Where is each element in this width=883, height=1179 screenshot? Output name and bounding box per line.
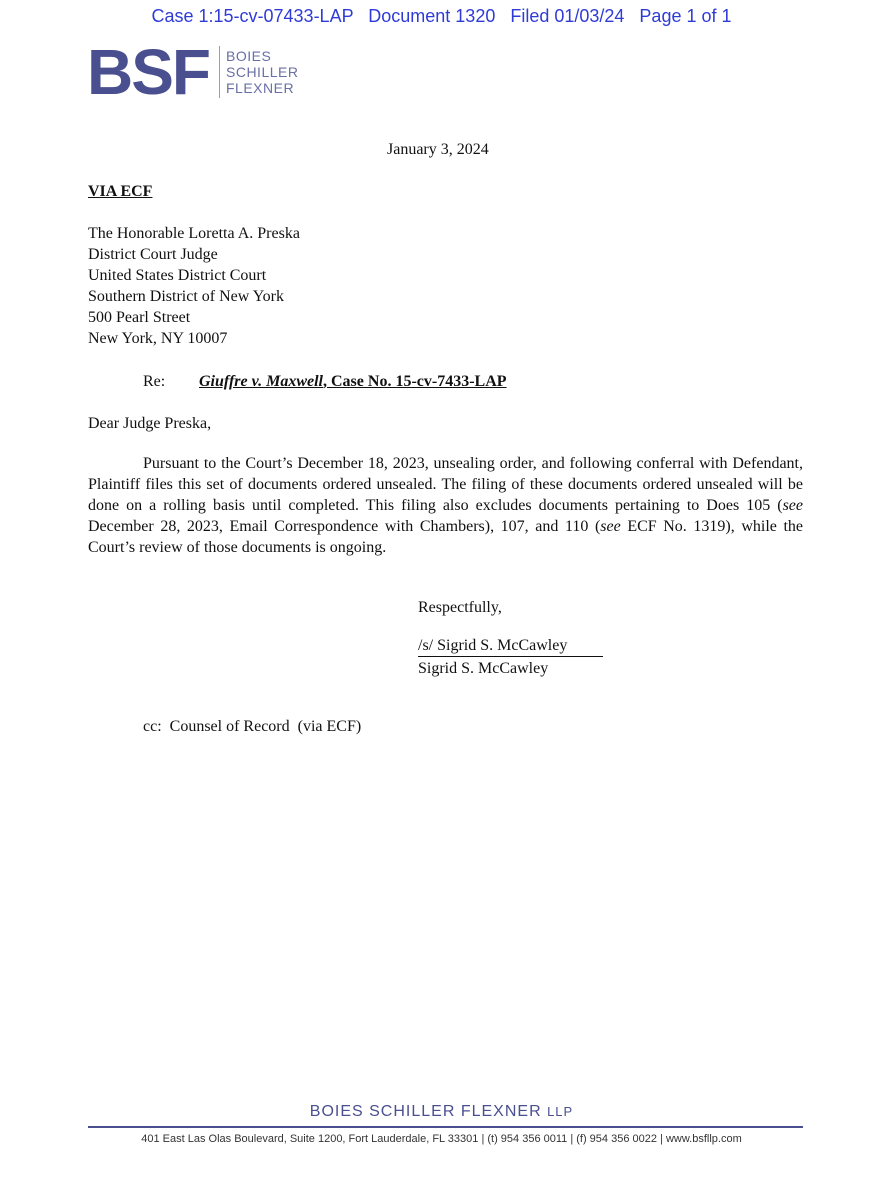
logo-word-3: FLEXNER (226, 80, 295, 96)
logo-wordmark (226, 48, 298, 96)
address-line: New York, NY 10007 (88, 330, 228, 347)
cc-line: cc: Counsel of Record (via ECF) (143, 718, 362, 735)
body-text-2: December 28, 2023, Email Correspondence with Chambers), 107, and 110 ( (88, 518, 601, 535)
logo-word-2: SCHILLER (226, 64, 299, 80)
delivery-method: VIA ECF (88, 183, 153, 200)
re-subject (199, 371, 507, 392)
footer-firm: BOIES SCHILLER FLEXNER (309, 1103, 542, 1120)
case-number: , Case No. 15-cv-7433-LAP (323, 373, 507, 390)
address-line: The Honorable Loretta A. Preska (88, 225, 300, 242)
footer-firm-name (0, 1103, 883, 1121)
footer-address: 401 East Las Olas Boulevard, Suite 1200, Fort Lauderdale, FL 33301 | (t) 954 356 0011 | (f) 954 356 0022 | www.bsfllp.com (141, 1133, 742, 1145)
letter-body (88, 453, 803, 558)
recipient-address (88, 223, 300, 349)
case-name: Giuffre v. Maxwell (199, 373, 323, 390)
firm-logo (87, 44, 298, 100)
body-see-1: see (782, 497, 803, 514)
logo-mark: BSF (87, 44, 209, 100)
signer-name: Sigrid S. McCawley (418, 660, 549, 677)
logo-word-1: BOIES (226, 48, 272, 64)
letter-date: January 3, 2024 (387, 141, 489, 158)
address-line: Southern District of New York (88, 288, 284, 305)
body-text-1: Pursuant to the Court’s December 18, 2023, unsealing order, and following conferral with Defendant, Plaintiff files this set of documents ordered unsealed. The filing of these documents ordered unsealed will be done on a rolling basis until completed. This filing also excludes documents pertaining to Does 105 ( (88, 455, 803, 514)
address-line: 500 Pearl Street (88, 309, 191, 326)
footer-divider (88, 1126, 803, 1128)
address-line: District Court Judge (88, 246, 218, 263)
address-line: United States District Court (88, 267, 267, 284)
case-header: Case 1:15-cv-07433-LAP Document 1320 Filed 01/03/24 Page 1 of 1 (151, 6, 732, 26)
footer-firm-suffix: LLP (547, 1104, 574, 1119)
closing: Respectfully, (418, 599, 502, 616)
salutation: Dear Judge Preska, (88, 415, 212, 432)
body-see-2: see (600, 518, 621, 535)
body-text-3: ECF No. 1319), while the Court’s review of those documents is ongoing. (88, 518, 804, 556)
logo-divider (219, 46, 220, 98)
re-label: Re: (143, 373, 166, 390)
signature: /s/ Sigrid S. McCawley (418, 636, 603, 657)
